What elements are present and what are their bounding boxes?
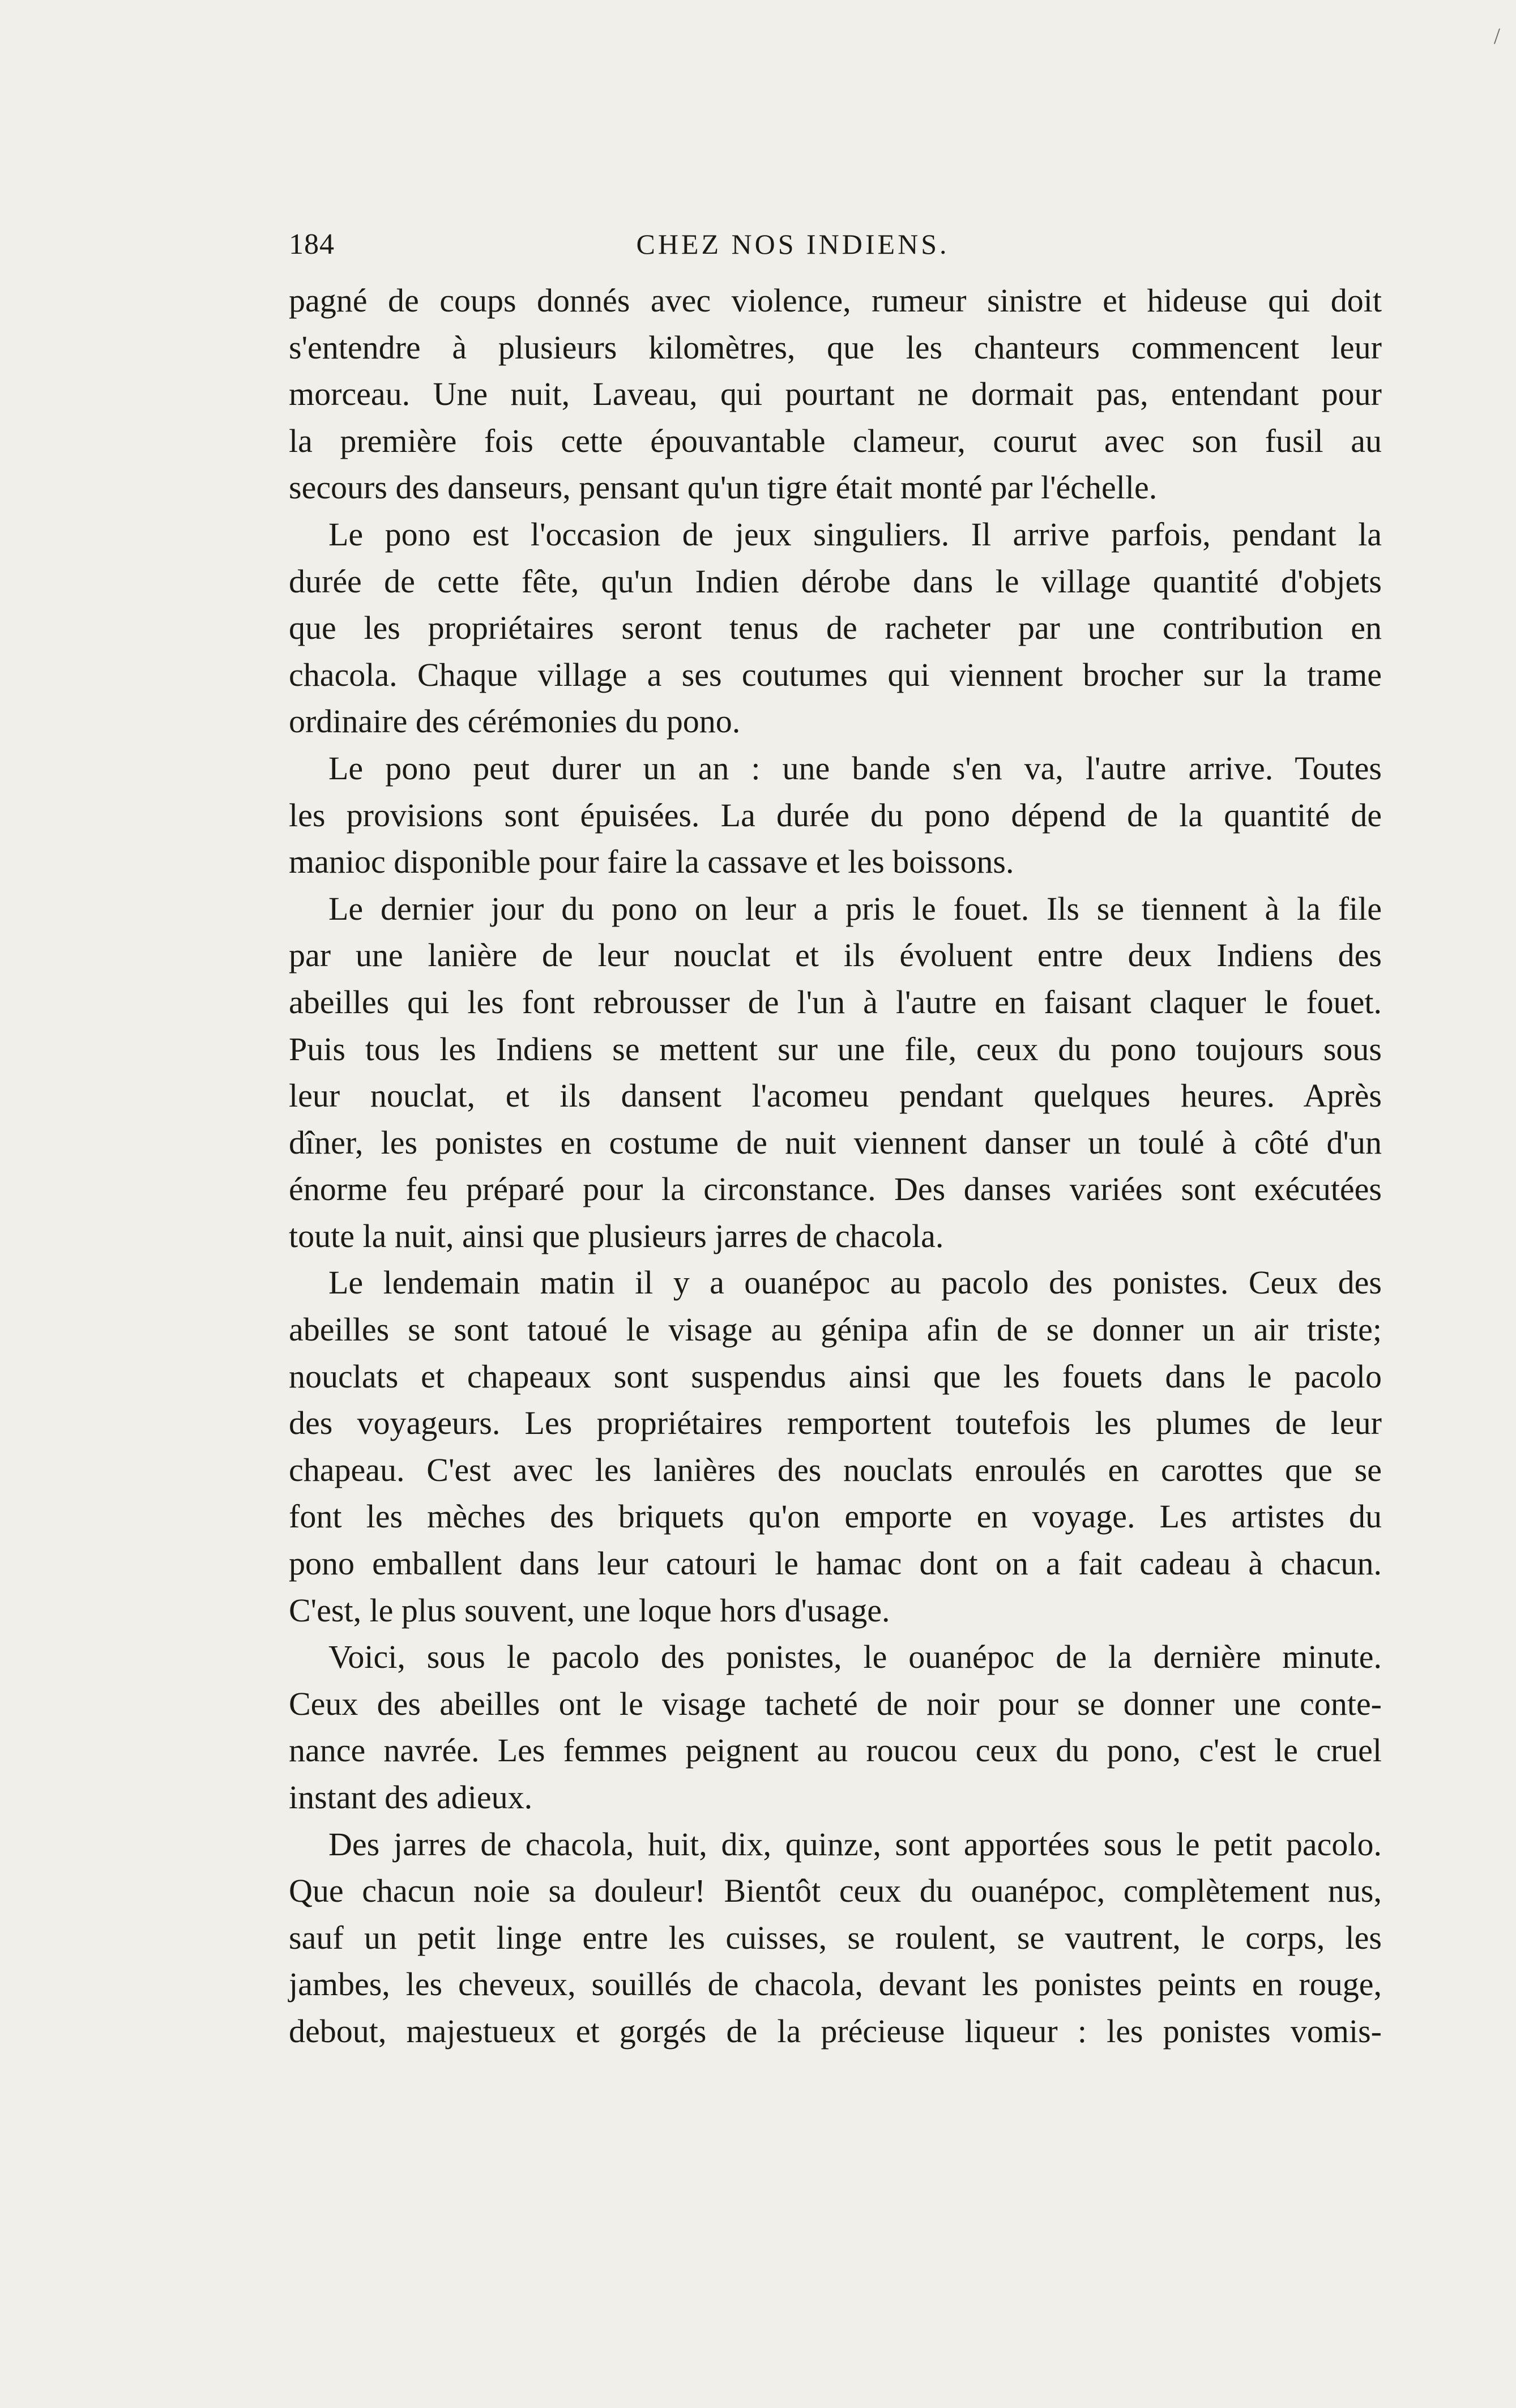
text-line: font les mèches des briquets qu'on emporte en voyage. Les artistes du <box>289 1498 1382 1535</box>
text-line: sauf un petit linge entre les cuisses, se roulent, se vautrent, le corps, les <box>289 1919 1382 1956</box>
text-line: Le lendemain matin il y a ouanépoc au pacolo des ponistes. Ceux des <box>328 1264 1382 1301</box>
text-line: morceau. Une nuit, Laveau, qui pourtant ne dormait pas, entendant pour <box>289 375 1382 413</box>
text-line: la première fois cette épouvantable clameur, courut avec son fusil au <box>289 422 1382 459</box>
text-line: nouclats et chapeaux sont suspendus ainsi que les fouets dans le pacolo <box>289 1357 1382 1395</box>
text-line: Des jarres de chacola, huit, dix, quinze, sont apportées sous le petit pacolo. <box>328 1825 1382 1863</box>
text-line: des voyageurs. Les propriétaires remportent toutefois les plumes de leur <box>289 1404 1382 1442</box>
corner-mark: / <box>1493 23 1500 49</box>
text-line: Ceux des abeilles ont le visage tacheté de noir pour se donner une conte- <box>289 1685 1382 1722</box>
text-line: C'est, le plus souvent, une loque hors d'usage. <box>289 1591 890 1629</box>
text-line: Le pono est l'occasion de jeux singuliers. Il arrive parfois, pendant la <box>328 515 1382 553</box>
text-line: leur nouclat, et ils dansent l'acomeu pendant quelques heures. Après <box>289 1077 1382 1115</box>
text-line: les provisions sont épuisées. La durée du pono dépend de la quantité de <box>289 796 1382 834</box>
text-line: durée de cette fête, qu'un Indien dérobe dans le village quantité d'objets <box>289 562 1382 600</box>
text-line: ordinaire des cérémonies du pono. <box>289 703 741 740</box>
text-line: s'entendre à plusieurs kilomètres, que les chanteurs commencent leur <box>289 328 1382 366</box>
text-line: chapeau. C'est avec les lanières des nouclats enroulés en carottes que se <box>289 1451 1382 1488</box>
text-line: que les propriétaires seront tenus de racheter par une contribution en <box>289 609 1382 647</box>
text-line: toute la nuit, ainsi que plusieurs jarres de chacola. <box>289 1217 944 1254</box>
text-line: Puis tous les Indiens se mettent sur une file, ceux du pono toujours sous <box>289 1030 1382 1068</box>
text-line: abeilles qui les font rebrousser de l'un à l'autre en faisant claquer le fouet. <box>289 983 1382 1021</box>
text-line: Le dernier jour du pono on leur a pris le fouet. Ils se tiennent à la file <box>328 890 1382 927</box>
text-line: manioc disponible pour faire la cassave et les boissons. <box>289 843 1014 881</box>
text-line: pagné de coups donnés avec violence, rumeur sinistre et hideuse qui doit <box>289 282 1382 319</box>
text-line: pono emballent dans leur catouri le hamac dont on a fait cadeau à chacun. <box>289 1545 1382 1582</box>
text-line: dîner, les ponistes en costume de nuit viennent danser un toulé à côté d'un <box>289 1124 1382 1161</box>
running-title: CHEZ NOS INDIENS. <box>636 228 950 260</box>
text-line: nance navrée. Les femmes peignent au roucou ceux du pono, c'est le cruel <box>289 1732 1382 1769</box>
text-line: énorme feu préparé pour la circonstance. Des danses variées sont exécutées <box>289 1171 1382 1208</box>
text-line: Le pono peut durer un an : une bande s'en va, l'autre arrive. Toutes <box>328 749 1382 787</box>
text-line: Que chacun noie sa douleur! Bientôt ceux du ouanépoc, complètement nus, <box>289 1872 1382 1910</box>
text-line: secours des danseurs, pensant qu'un tigre était monté par l'échelle. <box>289 469 1158 506</box>
text-line: Voici, sous le pacolo des ponistes, le ouanépoc de la dernière minute. <box>328 1638 1382 1676</box>
body-text <box>289 277 1382 2055</box>
text-line: chacola. Chaque village a ses coutumes qui viennent brocher sur la trame <box>289 656 1382 693</box>
page-number: 184 <box>289 228 335 261</box>
text-line: par une lanière de leur nouclat et ils évoluent entre deux Indiens des <box>289 937 1382 974</box>
text-line: debout, majestueux et gorgés de la précieuse liqueur : les ponistes vomis- <box>289 2012 1382 2050</box>
text-line: abeilles se sont tatoué le visage au génipa afin de se donner un air triste; <box>289 1311 1382 1348</box>
page-header <box>289 228 1297 267</box>
text-line: jambes, les cheveux, souillés de chacola, devant les ponistes peints en rouge, <box>289 1966 1382 2003</box>
text-line: instant des adieux. <box>289 1779 533 1816</box>
